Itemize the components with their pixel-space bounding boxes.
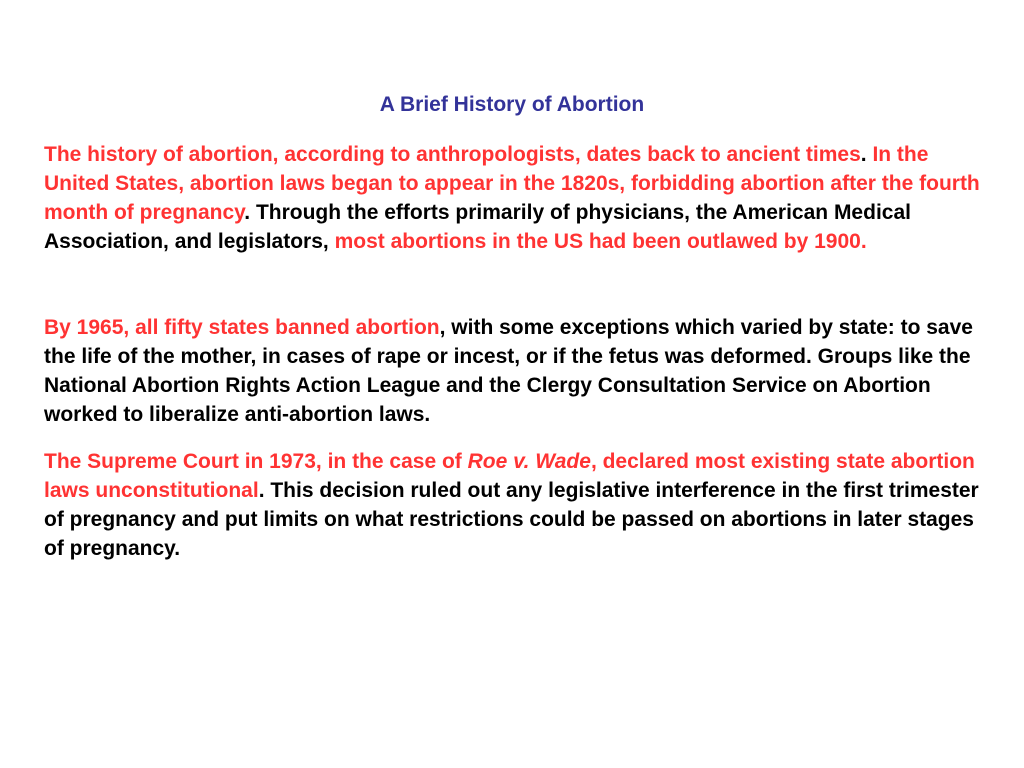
paragraph-early-history <box>44 140 989 256</box>
text-segment: By 1965, all fifty states banned abortion <box>44 316 440 339</box>
case-name: Roe v. Wade <box>467 450 591 473</box>
text-segment: . Through the efforts primarily of physicians, the American Medical Association, and legislators, <box>44 201 911 253</box>
text-segment: , with some exceptions which varied by state: to save the life of the mother, in cases of rape or incest, or if the fetus was deformed. Groups like the National Abortion Rights Action League and the Clergy Consultation Service on Abortion worked to liberalize anti-abortion laws. <box>44 316 973 426</box>
text-segment: In the United States, abortion laws began to appear in the 1820s, forbidding abortion after the fourth month of pregnancy <box>44 143 980 224</box>
text-segment: The history of abortion, according to anthropologists, dates back to ancient times <box>44 143 861 166</box>
text-segment: most abortions in the US had been outlawed by 1900. <box>334 230 867 253</box>
paragraph-1965-bans <box>44 313 989 429</box>
text-segment: The Supreme Court in 1973, in the case of <box>44 450 468 473</box>
text-segment: , declared most existing state abortion laws unconstitutional <box>44 450 975 502</box>
text-segment: . This decision ruled out any legislative interference in the first trimester of pregnancy and put limits on what restrictions could be passed on abortions in later stages of pregnancy. <box>44 479 979 560</box>
text-segment: . <box>860 143 873 166</box>
paragraph-roe-v-wade <box>44 447 989 563</box>
slide-title: A Brief History of Abortion <box>379 93 645 116</box>
